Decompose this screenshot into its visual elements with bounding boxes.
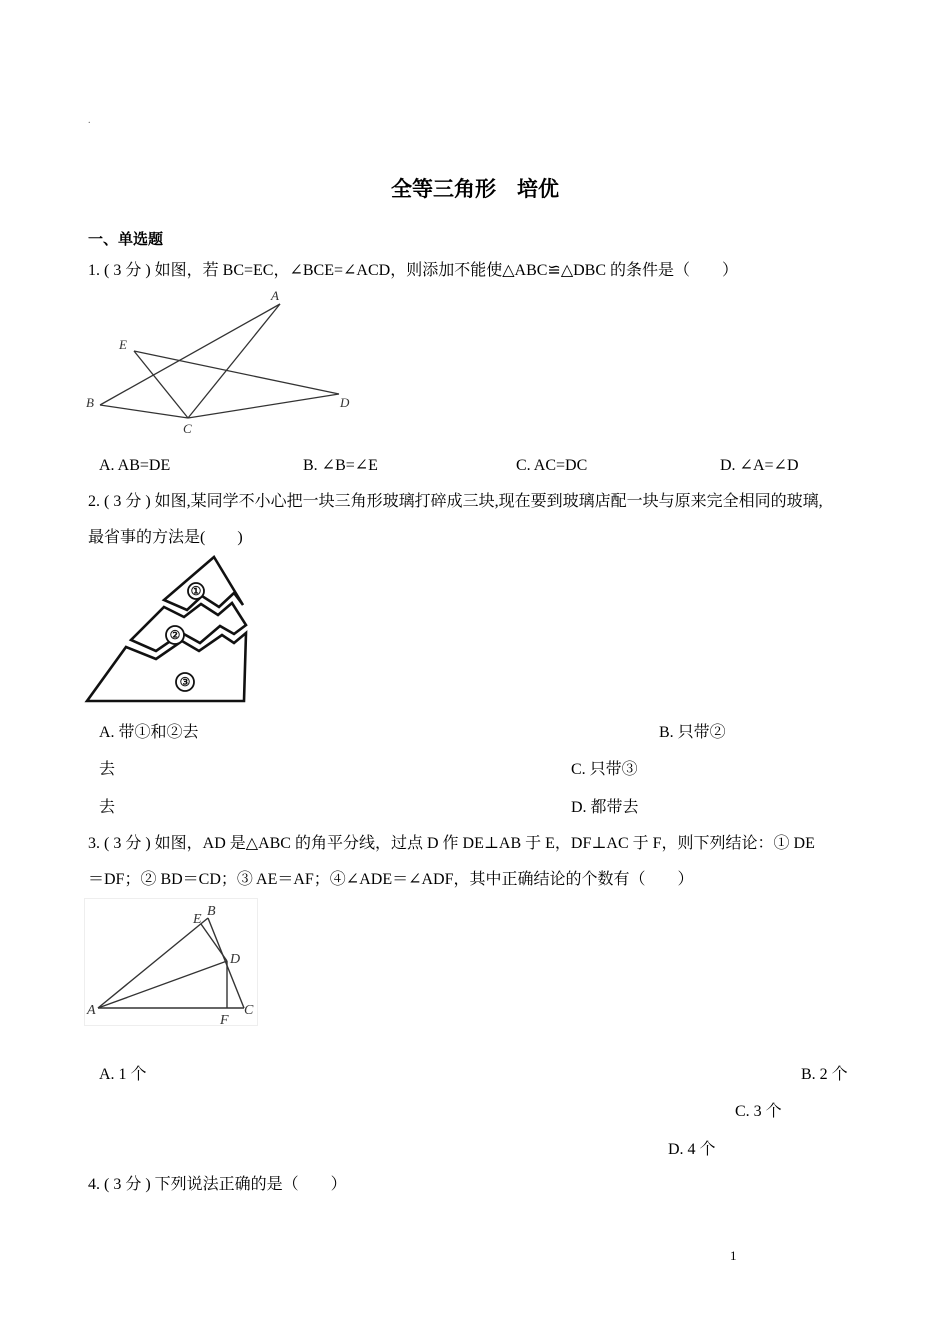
section-heading: 一、单选题 <box>88 230 164 248</box>
q3-option-d: D. 4 个 <box>668 1141 716 1158</box>
q3-label-f: F <box>220 1013 229 1028</box>
q2-piece-1-label: ① <box>190 584 202 598</box>
q1-option-a: A. AB=DE <box>99 457 171 474</box>
q1-option-b: B. ∠B=∠E <box>303 457 378 474</box>
q2-option-c: C. 只带③ <box>571 761 638 778</box>
q2-option-b-cont: 去 <box>99 761 116 778</box>
q3-stem-line1: 3. ( 3 分 ) 如图，AD 是△ABC 的角平分线，过点 D 作 DE⊥AB 于 E，DF⊥AC 于 F，则下列结论：① DE <box>88 835 815 852</box>
q3-label-a: A <box>87 1003 96 1018</box>
q3-option-a: A. 1 个 <box>99 1066 147 1083</box>
q1-stem: 1. ( 3 分 ) 如图，若 BC=EC，∠BCE=∠ACD，则添加不能使△ABC≌△DBC 的条件是（ ） <box>88 262 739 279</box>
q3-figure <box>84 898 262 1028</box>
page-title: 全等三角形 培优 <box>391 177 559 201</box>
q1-label-a: A <box>271 288 279 303</box>
q3-option-b: B. 2 个 <box>801 1066 848 1083</box>
q3-label-d: D <box>230 952 241 967</box>
q1-label-d: D <box>340 395 350 410</box>
q3-option-c: C. 3 个 <box>735 1103 782 1120</box>
q2-option-a: A. 带①和②去 <box>99 724 199 741</box>
q2-option-b: B. 只带② <box>659 724 726 741</box>
q2-stem-line2: 最省事的方法是( ) <box>88 529 243 546</box>
q1-figure <box>84 286 359 438</box>
q2-piece-2-label: ② <box>169 628 181 642</box>
page-number: 1 <box>730 1248 737 1263</box>
q3-label-b: B <box>207 904 216 919</box>
q1-option-d: D. ∠A=∠D <box>720 457 799 474</box>
q2-figure <box>84 555 249 707</box>
q3-stem-line2: ＝DF；② BD＝CD；③ AE＝AF；④∠ADE＝∠ADF，其中正确结论的个数有（ ） <box>88 871 694 888</box>
corner-mark: . <box>88 115 91 126</box>
q1-label-c: C <box>183 421 192 436</box>
q1-label-b: B <box>86 395 94 410</box>
q2-option-d: D. 都带去 <box>571 799 639 816</box>
q4-stem: 4. ( 3 分 ) 下列说法正确的是（ ） <box>88 1176 347 1193</box>
q1-label-e: E <box>119 337 127 352</box>
q1-option-c: C. AC=DC <box>516 457 588 474</box>
q2-option-c-cont: 去 <box>99 799 116 816</box>
q3-label-e: E <box>193 912 202 927</box>
q3-label-c: C <box>244 1003 254 1018</box>
q2-stem-line1: 2. ( 3 分 ) 如图,某同学不小心把一块三角形玻璃打碎成三块,现在要到玻璃店配一块与原来完全相同的玻璃, <box>88 493 823 510</box>
q2-piece-3-label: ③ <box>179 675 191 689</box>
